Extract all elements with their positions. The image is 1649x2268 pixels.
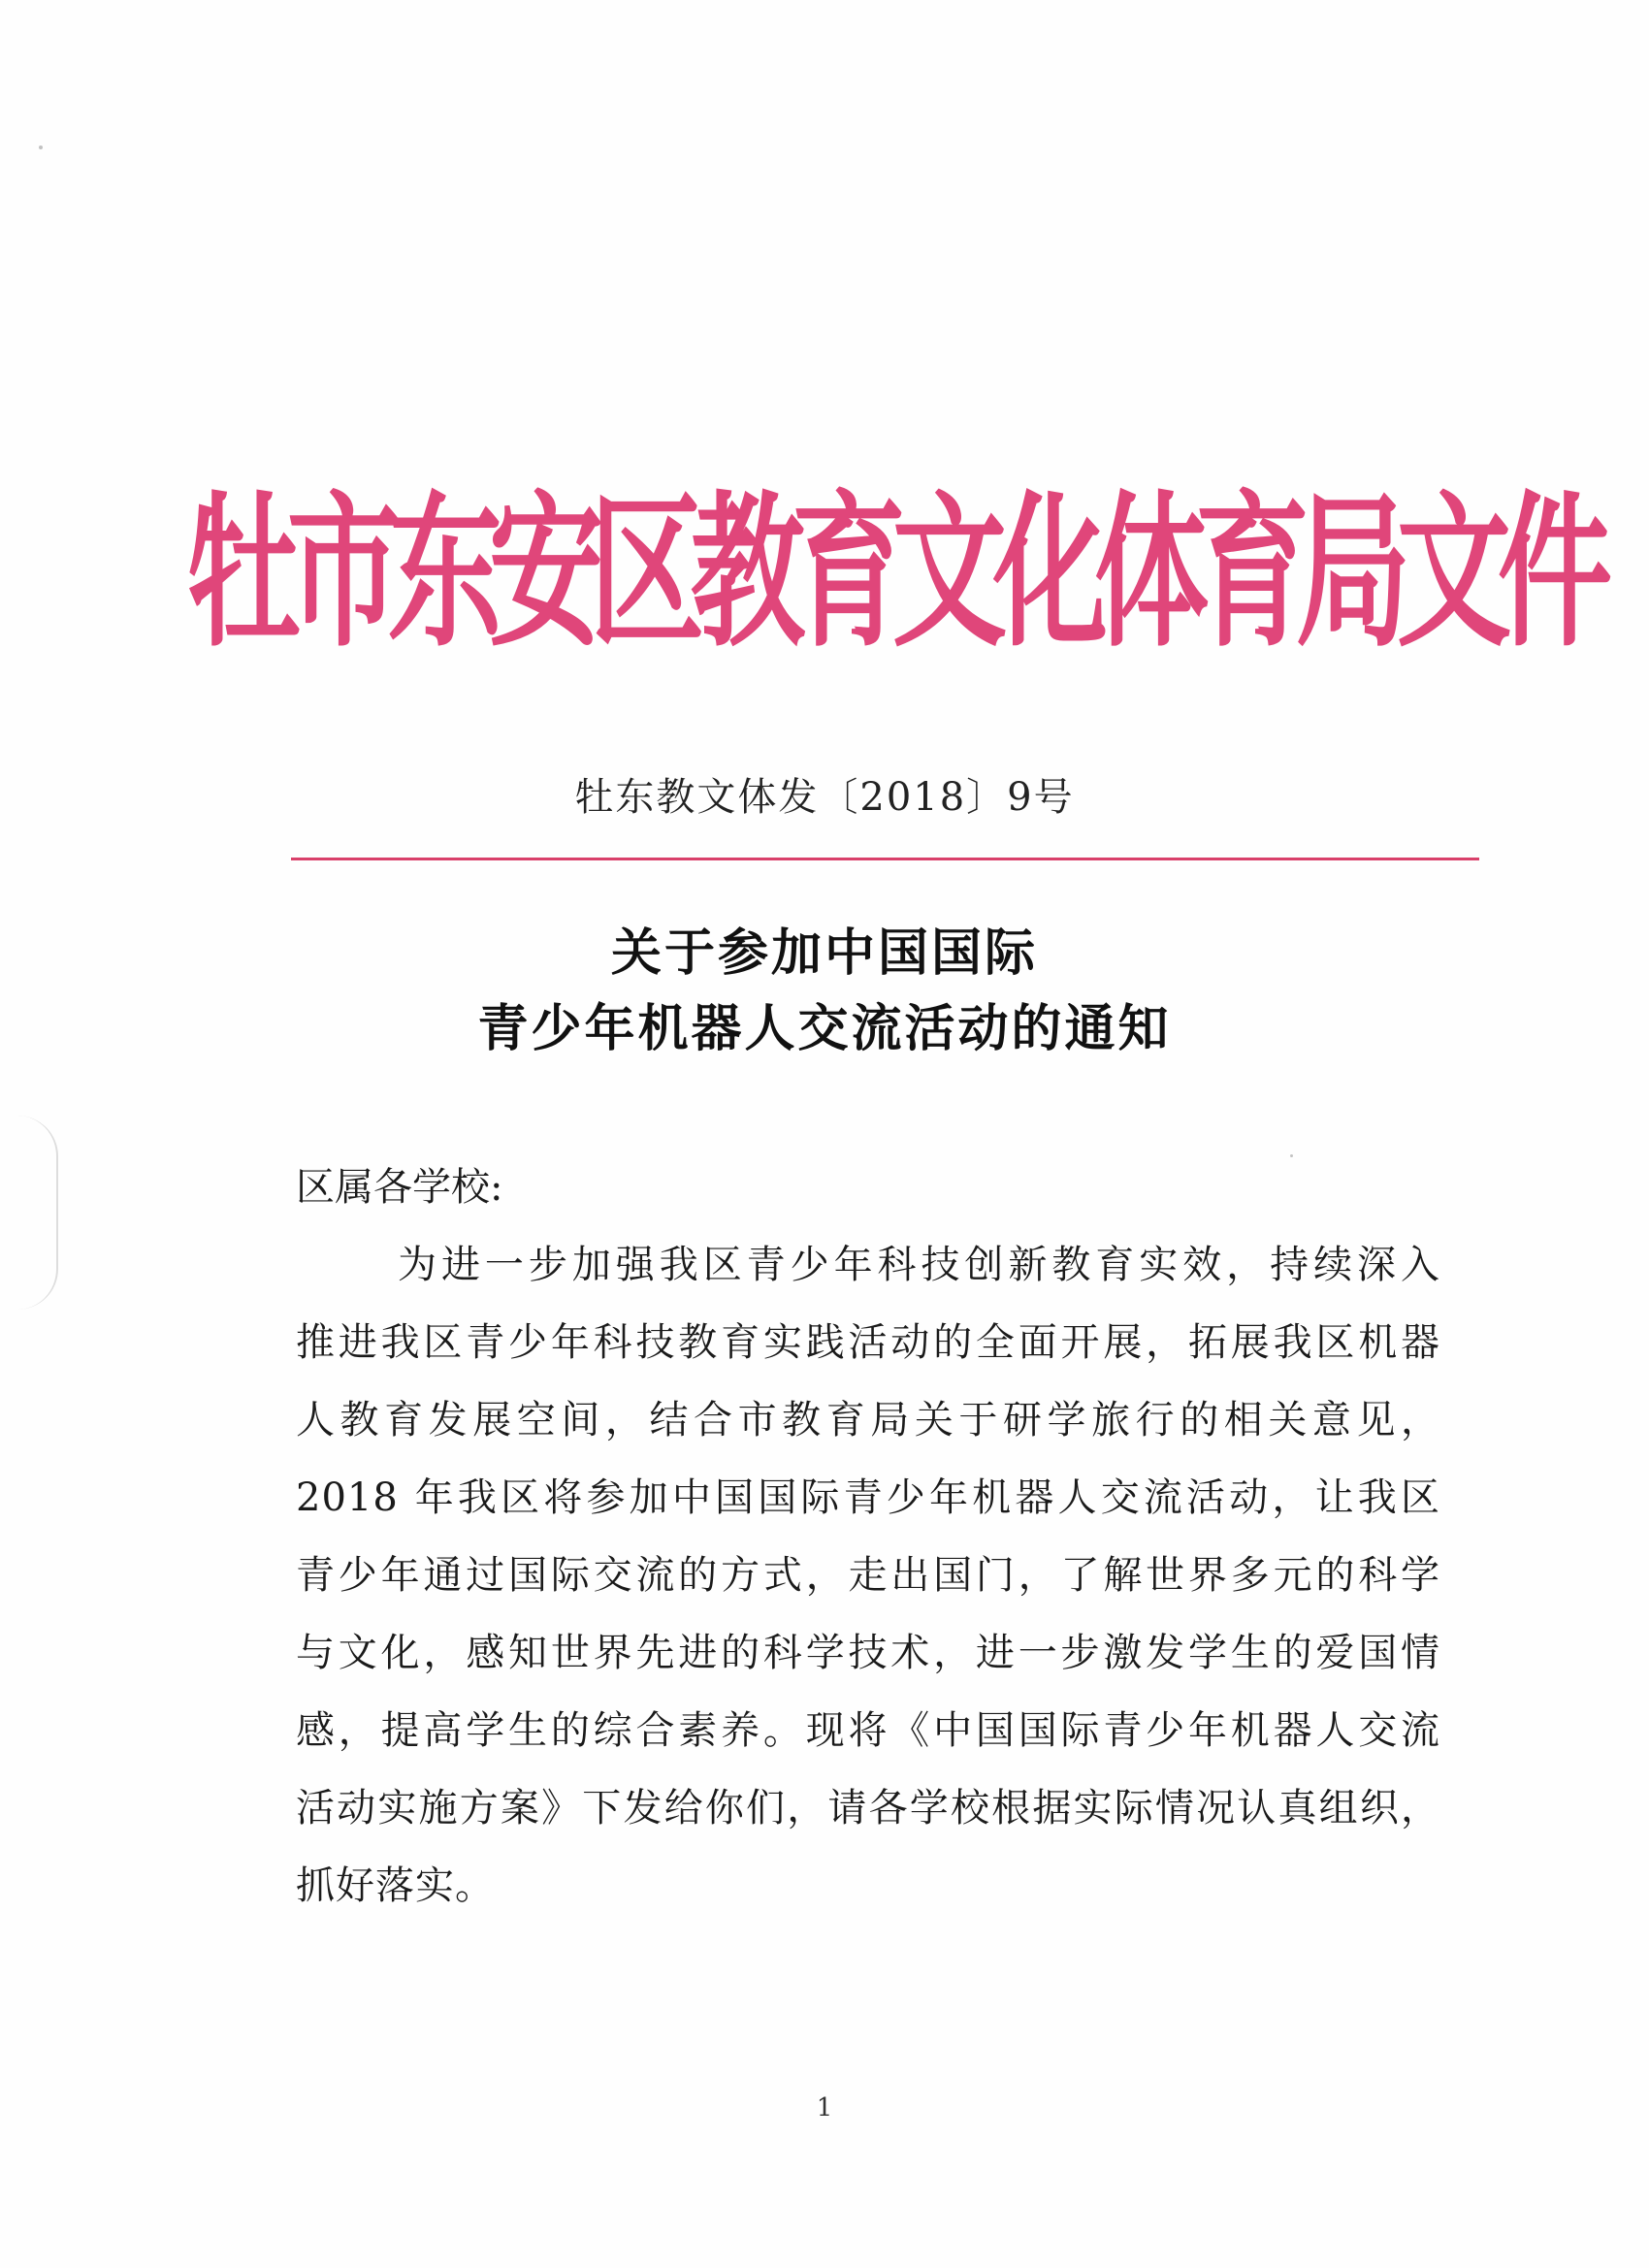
body-line: 活动实施方案》下发给你们，请各学校根据实际情况认真组织， bbox=[296, 1786, 1440, 1831]
page-number: 1 bbox=[816, 2093, 833, 2122]
body-line: 2018 年我区将参加中国国际青少年机器人交流活动，让我区 bbox=[296, 1475, 1440, 1520]
body-line: 抓好落实。 bbox=[296, 1863, 495, 1908]
salutation: 区属各学校: bbox=[296, 1165, 503, 1210]
body-line: 人教育发展空间，结合市教育局关于研学旅行的相关意见， bbox=[296, 1398, 1440, 1442]
notice-title-line-1: 关于参加中国国际 bbox=[610, 924, 1038, 983]
scan-edge-mark bbox=[17, 1116, 58, 1310]
body-line: 与文化，感知世界先进的科学技术，进一步激发学生的爱国情 bbox=[296, 1631, 1440, 1675]
scan-speck bbox=[39, 146, 43, 149]
body-line: 青少年通过国际交流的方式，走出国门，了解世界多元的科学 bbox=[296, 1553, 1440, 1598]
body-line: 推进我区青少年科技教育实践活动的全面开展，拓展我区机器 bbox=[296, 1320, 1440, 1365]
body-line: 为进一步加强我区青少年科技创新教育实效，持续深入 bbox=[398, 1243, 1440, 1287]
document-number: 牡东教文体发〔2018〕9号 bbox=[574, 775, 1075, 820]
scan-speck bbox=[1290, 1154, 1293, 1157]
red-separator-line bbox=[291, 858, 1479, 860]
body-line: 感，提高学生的综合素养。现将《中国国际青少年机器人交流 bbox=[296, 1708, 1440, 1753]
notice-title-line-2: 青少年机器人交流活动的通知 bbox=[477, 1000, 1172, 1058]
agency-red-header: 牡市东安区教育文化体育局文件 bbox=[186, 473, 1600, 670]
